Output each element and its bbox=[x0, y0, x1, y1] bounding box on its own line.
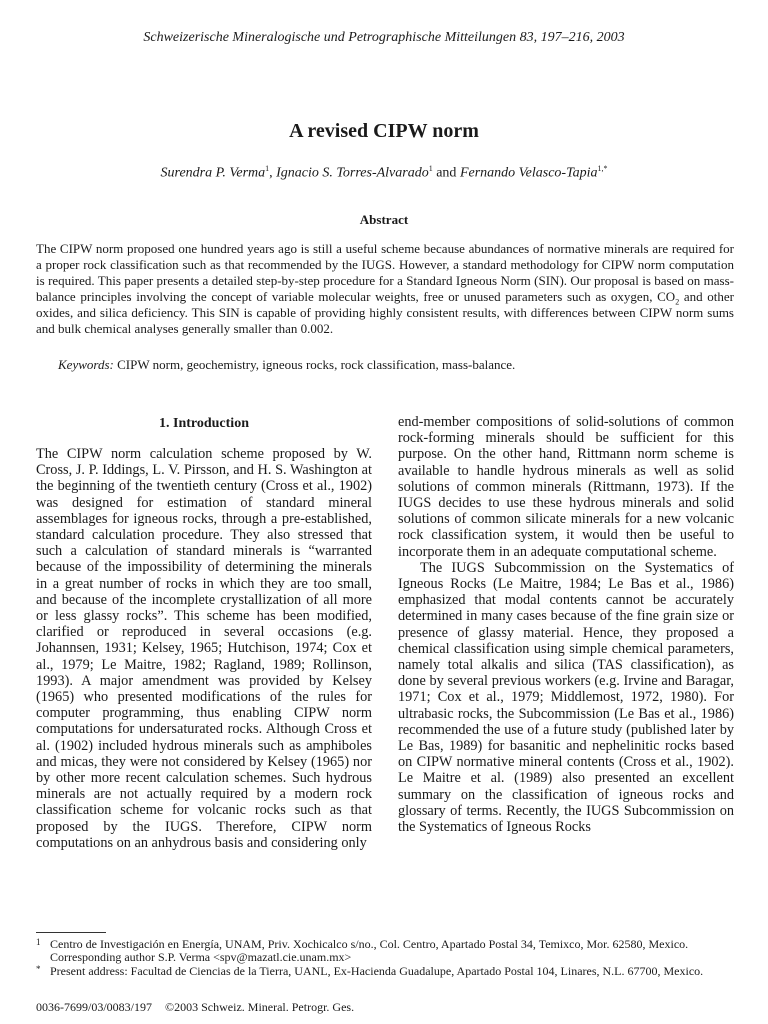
left-column bbox=[36, 416, 372, 851]
footnote-divider bbox=[36, 932, 106, 933]
keywords-line bbox=[58, 357, 738, 373]
author-torres-alvarado: Ignacio S. Torres-Alvarado bbox=[276, 165, 429, 181]
abstract-body bbox=[36, 241, 734, 337]
affiliation-marker: 1 bbox=[265, 164, 270, 173]
affiliation-marker: 1 bbox=[428, 164, 433, 173]
section-heading-introduction: 1. Introduction bbox=[159, 416, 249, 431]
footnote-marker: 1 bbox=[36, 937, 41, 947]
footnote-present-address bbox=[36, 965, 736, 978]
author-verma: Surendra P. Verma bbox=[160, 165, 266, 181]
abstract-heading: Abstract bbox=[359, 212, 409, 227]
author-velasco-tapia: Fernando Velasco-Tapia bbox=[459, 165, 598, 181]
author-list bbox=[0, 164, 768, 182]
author-separator: , bbox=[269, 165, 277, 181]
abstract-text-part2: and other oxides, and silica deficiency. This SIN is capable of providing highly consistent results, with differences between CIPW norm sums and bulk chemical analyses generally smaller than 0.002. bbox=[36, 289, 734, 336]
copyright-notice: ©2003 Schweiz. Mineral. Petrogr. Ges. bbox=[165, 1000, 355, 1014]
author-separator: and bbox=[432, 165, 460, 181]
intro-paragraph-1-continued: end-member compositions of solid-solutions of common rock-forming minerals should be sufficient for this purpose. On the other hand, Rittmann norm scheme is available to handle hydrous minerals as well as solid solutions of common minerals (Rittmann, 1973). If the IUGS decides to use these hydrous minerals and solid solutions of common silicate minerals for a new volcanic rock classification system, it would then be useful to incorporate them in an adequate computational scheme. bbox=[398, 414, 734, 560]
abstract-text-part1: The CIPW norm proposed one hundred years ago is still a useful scheme because abundances of normative minerals are required for a proper rock classification such as that recommended by the IUGS. However, a standard methodology for CIPW norm computation is required. This paper presents a detailed step-by-step procedure for a Standard Igneous Norm (SIN). Our proposal is based on mass-balance principles involving the concept of variable molecular weights, free or unused parameters such as oxygen, CO bbox=[36, 241, 734, 304]
footnote-marker: * bbox=[36, 964, 41, 974]
footnotes bbox=[36, 938, 736, 979]
journal-header: Schweizerische Mineralogische und Petrographische Mitteilungen 83, 197–216, 2003 bbox=[143, 30, 625, 45]
keywords-label: Keywords: bbox=[58, 357, 114, 372]
footnote-text: Centro de Investigación en Energía, UNAM, Priv. Xochicalco s/no., Col. Centro, Apartado Postal 34, Temixco, Mor. 62580, Mexico. Corresponding author S.P. Verma <spv@mazatl.cie.unam.mx> bbox=[50, 937, 689, 964]
article-title: A revised CIPW norm bbox=[289, 120, 479, 142]
publication-info bbox=[36, 1000, 354, 1015]
right-column bbox=[398, 414, 734, 835]
keywords-text: CIPW norm, geochemistry, igneous rocks, rock classification, mass-balance. bbox=[113, 357, 516, 372]
intro-paragraph-1: The CIPW norm calculation scheme proposed by W. Cross, J. P. Iddings, L. V. Pirsson, and H. S. Washington at the beginning of the twentieth century (Cross et al., 1902) was designed for estimation of standard mineral assemblages for igneous rocks, through a pre-established, standard calculation procedure. They also stressed that such a calculation of standard minerals is “warranted because of the impossibility of determining the minerals in a great number of rocks in which they are too small, and because of the incomplete crystallization of all more or less glassy rocks”. This scheme has been modified, clarified or reproduced in several occasions (e.g. Johannsen, 1931; Kelsey, 1965; Hutchison, 1974; Cox et al., 1979; Le Maitre, 1982; Ragland, 1989; Rollinson, 1993). A major amendment was provided by Kelsey (1965) who presented modifications of the rules for computer programming, thus enabling CIPW norm computations for undersaturated rocks. Although Cross et al. (1902) included hydrous minerals such as amphiboles and micas, they were not considered by Kelsey (1965) nor by other more recent calculation schemes. Such hydrous minerals are not actually required by a modern rock classification scheme for volcanic rocks such as that proposed by the IUGS. Therefore, CIPW norm computations on an anhydrous basis and considering only bbox=[36, 446, 372, 851]
affiliation-marker: 1,* bbox=[597, 164, 608, 173]
footnote-affiliation bbox=[36, 938, 736, 964]
intro-paragraph-2: The IUGS Subcommission on the Systematics of Igneous Rocks (Le Maitre, 1984; Le Bas et al., 1986) emphasized that modal contents cannot be accurately determined in many cases because of the fine grain size or presence of glassy material. Hence, they proposed a chemical classification using simple chemical parameters, namely total alkalis and silica (TAS classification), as done by several previous workers (e.g. Irvine and Baragar, 1971; Cox et al., 1979; Middlemost, 1972, 1980). For ultrabasic rocks, the Subcommission (Le Bas et al., 1986) recommended the use of a future study (published later by Le Bas, 1989) for basanitic and nephelinitic rocks based on CIPW normative mineral contents (Cross et al., 1902). Le Maitre et al. (1989) also presented an excellent summary on the classification of igneous rocks and glossary of terms. Recently, the IUGS Subcommission on the Systematics of Igneous Rocks bbox=[398, 559, 734, 836]
issn-code: 0036-7699/03/0083/197 bbox=[36, 1000, 152, 1014]
footnote-text: Present address: Facultad de Ciencias de la Tierra, UANL, Ex-Hacienda Guadalupe, Apartado Postal 104, Linares, N.L. 67700, Mexico. bbox=[50, 964, 704, 978]
abstract-subscript: 2 bbox=[675, 297, 680, 307]
